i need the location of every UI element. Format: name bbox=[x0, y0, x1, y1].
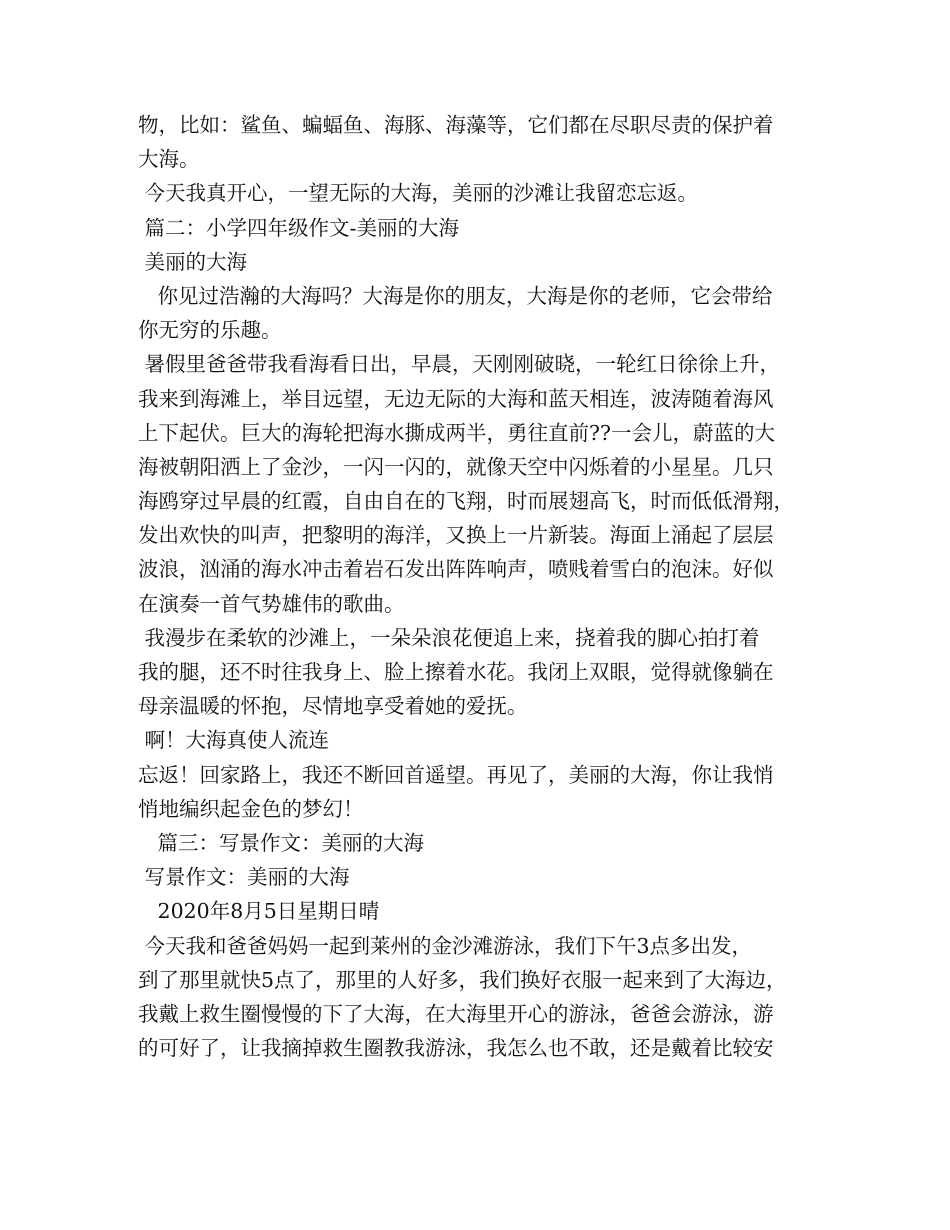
text-line: 今天我真开心，一望无际的大海，美丽的沙滩让我留恋忘返。 bbox=[138, 181, 699, 206]
essay-title: 写景作文：美丽的大海 bbox=[138, 865, 350, 890]
text-line: 我的腿，还不时往我身上、脸上擦着水花。我闭上双眼，觉得就像躺在 bbox=[138, 660, 774, 684]
text-line: 忘返！回家路上，我还不断回首遥望。再见了，美丽的大海，你让我悄 bbox=[138, 762, 774, 787]
text-line: 波浪，汹涌的海水冲击着岩石发出阵阵响声，喷贱着雪白的泡沫。好似 bbox=[138, 557, 774, 582]
essay-title: 美丽的大海 bbox=[138, 249, 248, 274]
text-line: 在演奏一首气势雄伟的歌曲。 bbox=[138, 591, 405, 616]
text-line: 今天我和爸爸妈妈一起到莱州的金沙滩游泳，我们下午3点多出发， bbox=[138, 933, 753, 958]
text-line: 你见过浩瀚的大海吗？大海是你的朋友，大海是你的老师，它会带给 bbox=[138, 283, 773, 308]
text-line: 上下起伏。巨大的海轮把海水撕成两半，勇往直前??一会儿，蔚蓝的大 bbox=[138, 420, 775, 445]
text-line: 我来到海滩上，举目远望，无边无际的大海和蓝天相连，波涛随着海风 bbox=[138, 386, 774, 411]
section-heading: 篇三：写景作文：美丽的大海 bbox=[138, 830, 425, 855]
text-line: 大海。 bbox=[138, 147, 200, 172]
text-line: 啊！大海真使人流连 bbox=[138, 728, 330, 753]
text-line: 我戴上救生圈慢慢的下了大海，在大海里开心的游泳，爸爸会游泳，游 bbox=[138, 1001, 774, 1026]
text-line: 海鸥穿过早晨的红霞，自由自在的飞翔，时而展翅高飞，时而低低滑翔， bbox=[138, 489, 794, 514]
text-line: 暑假里爸爸带我看海看日出，早晨，天刚刚破晓，一轮红日徐徐上升， bbox=[138, 352, 781, 377]
text-line: 悄地编织起金色的梦幻！ bbox=[138, 796, 364, 821]
section-heading: 篇二：小学四年级作文-美丽的大海 bbox=[138, 215, 459, 240]
text-line: 你无穷的乐趣。 bbox=[138, 318, 282, 343]
text-line: 物，比如：鲨鱼、蝙蝠鱼、海豚、海藻等，它们都在尽职尽责的保护着 bbox=[138, 113, 774, 137]
essay-text bbox=[138, 108, 828, 1065]
date-line: 2020年8月5日星期日晴 bbox=[138, 899, 380, 924]
text-line: 海被朝阳洒上了金沙，一闪一闪的，就像天空中闪烁着的小星星。几只 bbox=[138, 454, 774, 479]
text-line: 我漫步在柔软的沙滩上，一朵朵浪花便追上来，挠着我的脚心拍打着 bbox=[138, 625, 760, 650]
text-line: 母亲温暖的怀抱，尽情地享受着她的爱抚。 bbox=[138, 694, 528, 719]
text-line: 的可好了，让我摘掉救生圈教我游泳，我怎么也不敢，还是戴着比较安 bbox=[138, 1036, 774, 1061]
text-line: 发出欢快的叫声，把黎明的海洋，又换上一片新装。海面上涌起了层层 bbox=[138, 523, 774, 548]
text-line: 到了那里就快5点了，那里的人好多，我们换好衣服一起来到了大海边， bbox=[138, 967, 787, 992]
